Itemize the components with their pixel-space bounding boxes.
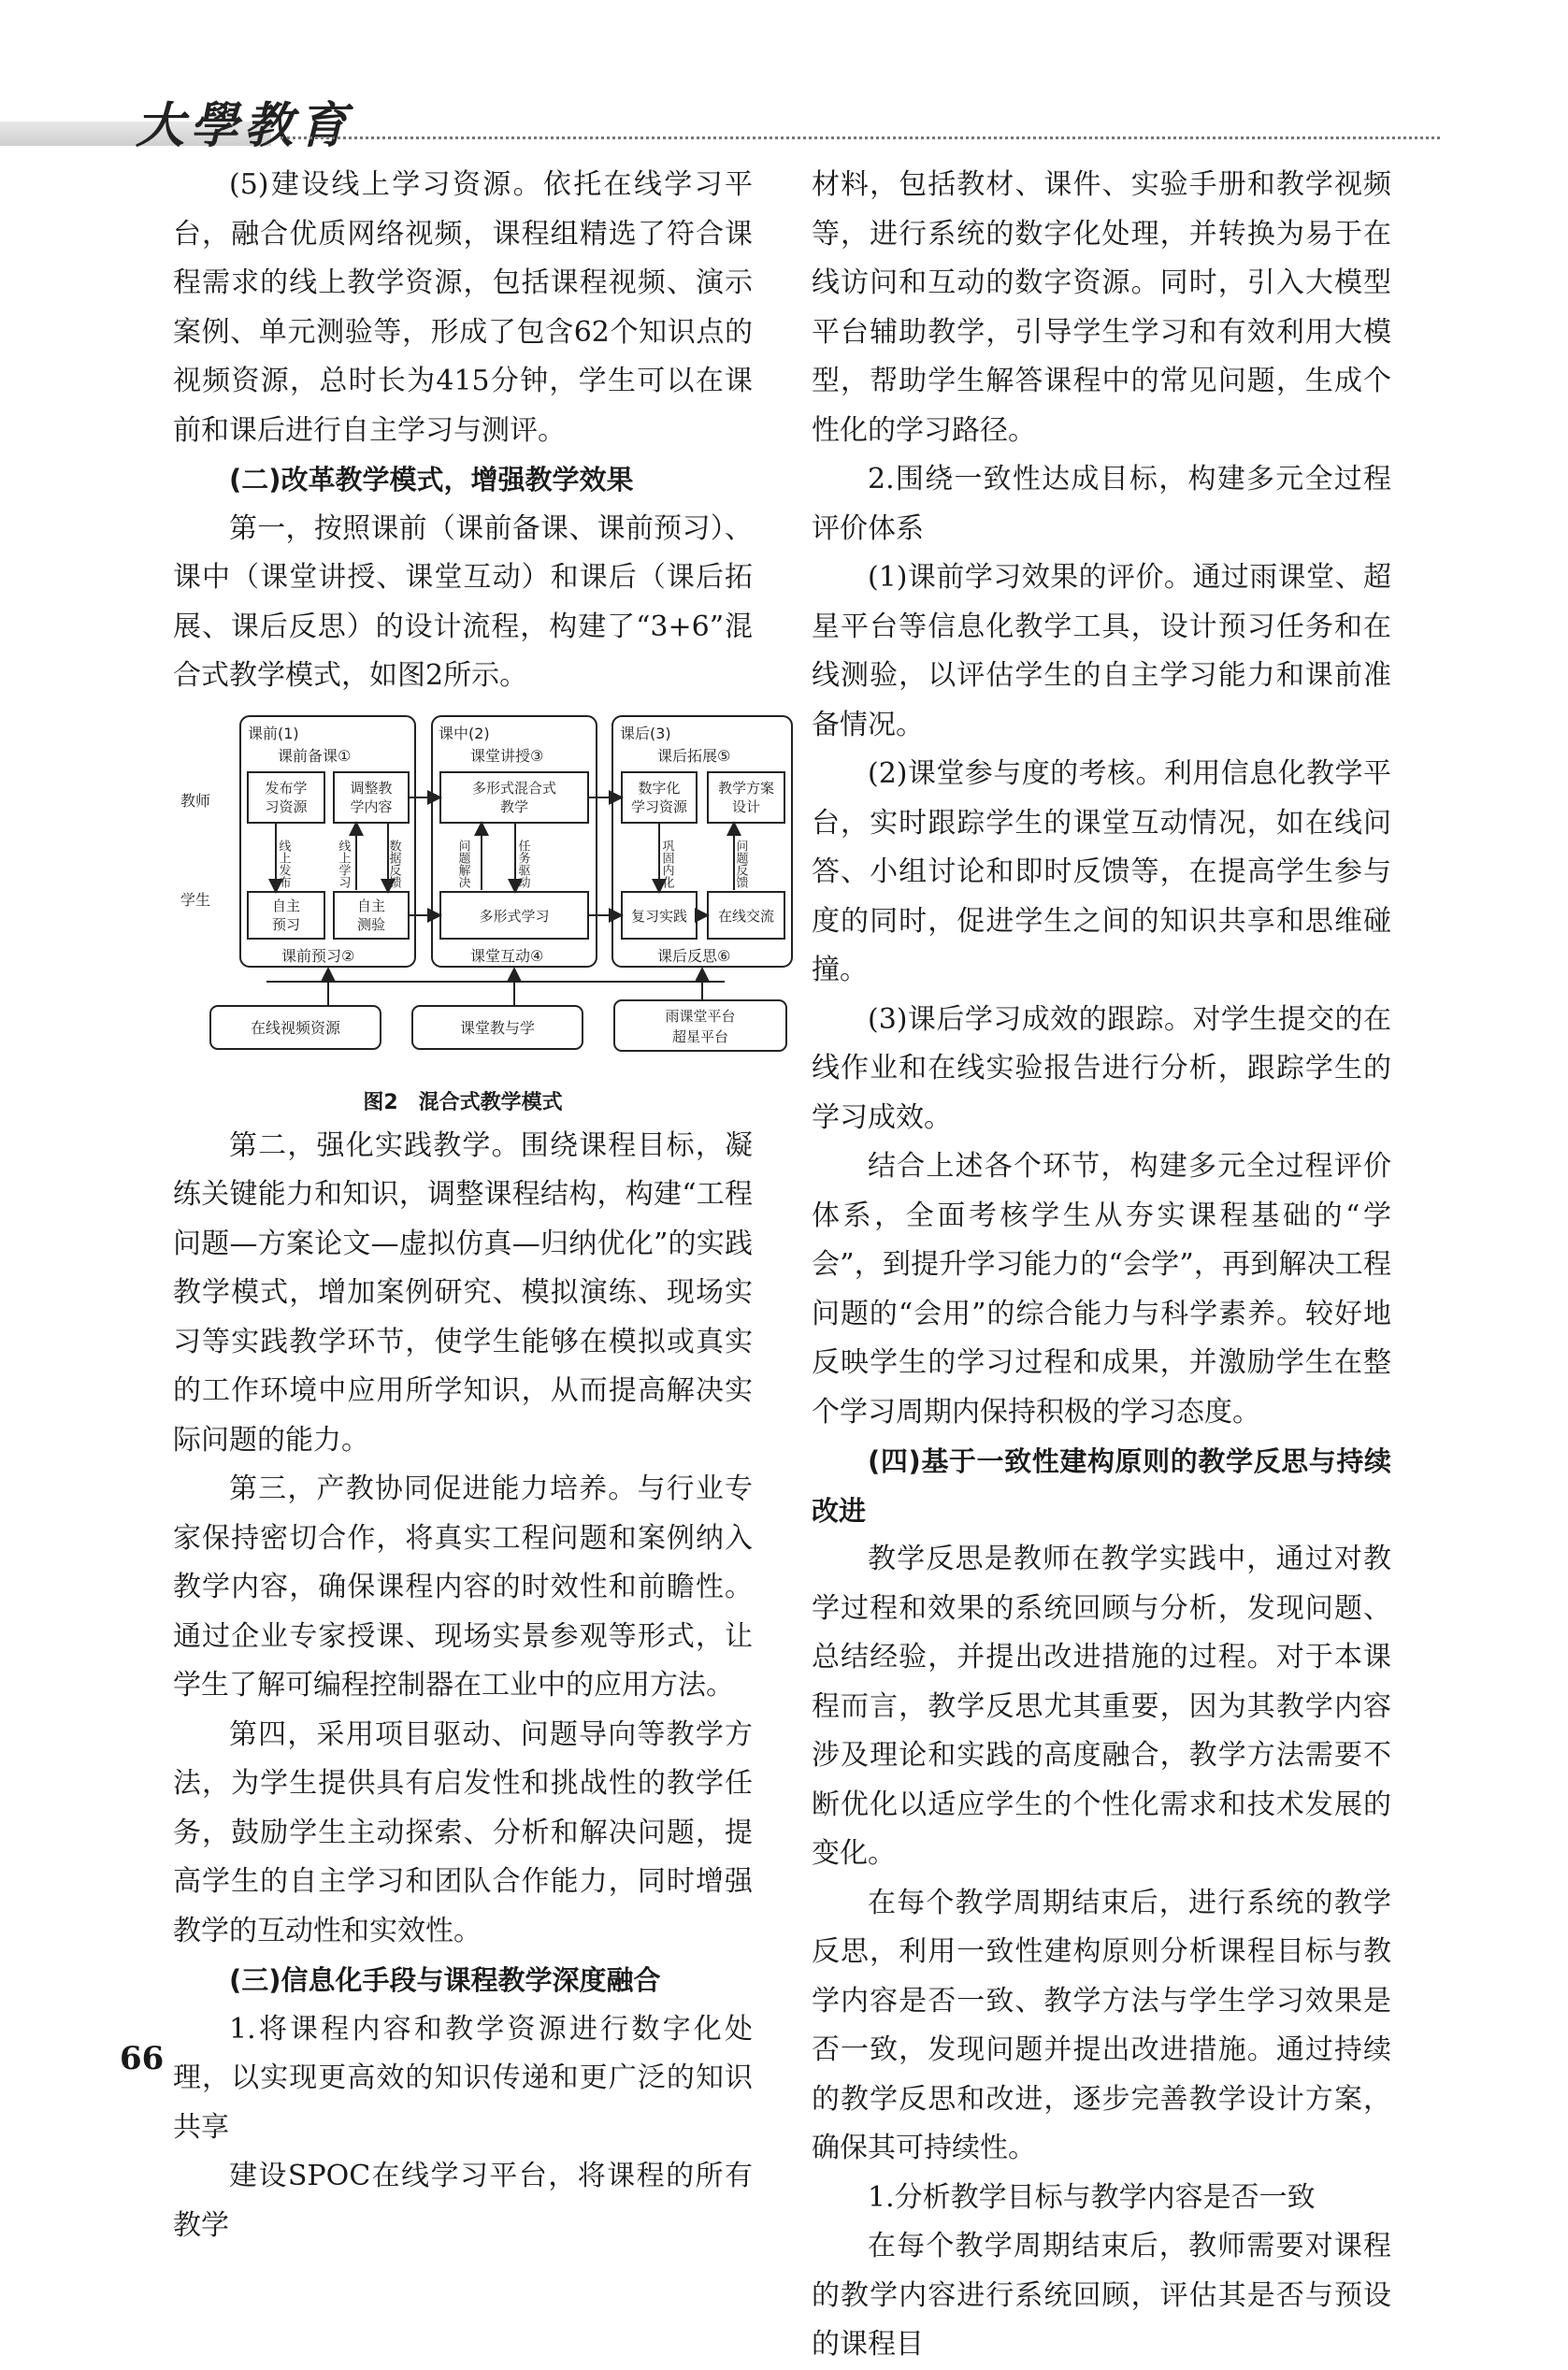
header-rule (281, 136, 1440, 139)
section-heading: (三)信息化手段与课程教学深度融合 (229, 1964, 661, 1996)
left-column (173, 161, 775, 2250)
box-text: 多形式混合式 (471, 779, 557, 797)
right-column (812, 161, 1391, 2370)
box-text: 多形式学习 (479, 907, 550, 925)
platform-label: 超星平台 (671, 1027, 729, 1045)
figure-caption: 图2 混合式教学模式 (363, 1090, 563, 1114)
paragraph: 第二，强化实践教学。围绕课程目标，凝练关键能力和知识，调整课程结构，构建“工程问题—方案论文—虚拟仿真—归纳优化”的实践教学模式，增加案例研究、模拟演练、现场实习等实践教学环节，使学生能够在模拟或真实的工作环境中应用所学知识，从而提高解决实际问题的能力。 (173, 1128, 753, 1457)
stage-top-label-3: 课后拓展⑤ (657, 746, 731, 765)
subheading: 2.围绕一致性达成目标，构建多元全过程评价体系 (812, 463, 1391, 545)
paragraph: 1.将课程内容和教学资源进行数字化处理，以实现更高效的知识传递和更广泛的知识共享 (173, 2012, 753, 2144)
paragraph: 建设SPOC在线学习平台，将课程的所有教学 (173, 2160, 753, 2242)
box-text: 习资源 (265, 797, 308, 815)
stage-bottom-label-1: 课前预习② (281, 946, 355, 965)
arrow-label-data-feedback: 数据反馈 (386, 839, 401, 888)
arrow-label-task-driven: 任务驱动 (515, 839, 530, 888)
box-text: 自主 (271, 897, 301, 914)
paragraph: 在每个教学周期结束后，教师需要对课程的教学内容进行系统回顾，评估其是否与预设的课程目 (812, 2230, 1391, 2361)
box-text: 预习 (271, 915, 301, 933)
paragraph: 教学反思是教师在教学实践中，通过对教学过程和效果的系统回顾与分析，发现问题、总结经验，并提出改进措施的过程。对于本课程而言，教学反思尤其重要，因为其教学内容涉及理论和实践的高度融合，教学方法需要不断优化以适应学生的个性化需求和技术发展的变化。 (812, 1543, 1391, 1870)
paragraph: 第三，产教协同促进能力培养。与行业专家保持密切合作，将真实工程问题和案例纳入教学内容，确保课程内容的时效性和前瞻性。通过企业专家授课、现场实景参观等形式，让学生了解可编程控制器在工业中的应用方法。 (173, 1472, 753, 1702)
paragraph: (5)建设线上学习资源。依托在线学习平台，融合优质网络视频，课程组精选了符合课程需求的线上教学资源，包括课程视频、演示案例、单元测验等，形成了包含62个知识点的视频资源，总时长为415分钟，学生可以在课前和课后进行自主学习与测评。 (173, 168, 753, 447)
platform-label: 在线视频资源 (250, 1018, 341, 1037)
paragraph: 第一，按照课前（课前备课、课前预习）、课中（课堂讲授、课堂互动）和课后（课后拓展、课后反思）的设计流程，构建了“3+6”混合式教学模式，如图2所示。 (173, 511, 753, 692)
paragraph: 在每个教学周期结束后，进行系统的教学反思，利用一致性建构原则分析课程目标与教学内容是否一致、教学方法与学生学习效果是否一致，发现问题并提出改进措施。通过持续的教学反思和改进，逐步完善教学设计方案，确保其可持续性。 (812, 1886, 1391, 2164)
stage-title-3: 课后(3) (620, 724, 671, 742)
arrow-label-problem-solving: 问题解决 (455, 839, 470, 888)
stage-bottom-label-3: 课后反思⑥ (657, 946, 731, 965)
page-number: 66 (120, 2040, 165, 2077)
box-text: 测验 (356, 915, 386, 933)
platform-label: 课堂教与学 (459, 1018, 536, 1037)
paragraph: (3)课后学习成效的跟踪。对学生提交的在线作业和在线实验报告进行分析，跟踪学生的学习成效。 (812, 1002, 1391, 1134)
box-text: 教学 (499, 797, 529, 815)
box-text: 教学方案 (717, 779, 775, 797)
arrow-label-online-publish: 线上发布 (276, 839, 291, 888)
paragraph: 材料，包括教材、课件、实验手册和教学视频等，进行系统的数字化处理，并转换为易于在线访问和互动的数字资源。同时，引入大模型平台辅助教学，引导学生学习和有效利用大模型，帮助学生解答课程中的常见问题，生成个性化的学习路径。 (812, 168, 1391, 447)
paragraph: (1)课前学习效果的评价。通过雨课堂、超星平台等信息化教学工具，设计预习任务和在线测验，以评估学生的自主学习能力和课前准备情况。 (812, 561, 1391, 741)
paragraph: (2)课堂参与度的考核。利用信息化教学平台，实时跟踪学生的课堂互动情况，如在线问答、小组讨论和即时反馈等，在提高学生参与度的同时，促进学生之间的知识共享和思维碰撞。 (812, 757, 1391, 986)
box-text: 学内容 (350, 797, 393, 815)
stage-top-label-1: 课前备课① (278, 746, 352, 765)
box-text: 设计 (731, 797, 761, 815)
stage-title-1: 课前(1) (248, 724, 299, 742)
box-text: 调整教 (350, 779, 393, 797)
box-text: 在线交流 (717, 907, 775, 925)
row-label-teacher: 教师 (180, 791, 211, 810)
stage-bottom-label-2: 课堂互动④ (470, 946, 544, 965)
mode-diagram (173, 712, 775, 1079)
arrow-label-consolidate: 巩固内化 (659, 839, 674, 888)
section-heading: (四)基于一致性建构原则的教学反思与持续改进 (812, 1445, 1391, 1527)
row-label-student: 学生 (180, 890, 211, 909)
section-heading: (二)改革教学模式，增强教学效果 (229, 464, 634, 496)
journal-logo: 大學教育 (136, 97, 353, 154)
platform-label: 雨课堂平台 (665, 1007, 736, 1025)
box-text: 数字化 (638, 779, 681, 797)
box-text: 学习资源 (630, 797, 688, 815)
box-text: 复习实践 (630, 907, 688, 925)
paragraph: 结合上述各个环节，构建多元全过程评价体系，全面考核学生从夯实课程基础的“学会”，到提升学习能力的“会学”，再到解决工程问题的“会用”的综合能力与科学素养。较好地反映学生的学习过程和成果，并激励学生在整个学习周期内保持积极的学习态度。 (812, 1150, 1391, 1429)
box-text: 自主 (356, 897, 386, 914)
arrow-label-online-learning: 线上学习 (336, 839, 351, 888)
arrow-label-problem-feedback: 问题反馈 (733, 839, 748, 888)
subheading: 1.分析教学目标与教学内容是否一致 (868, 2180, 1316, 2214)
figure-2 (173, 712, 775, 1079)
paragraph: 第四，采用项目驱动、问题导向等教学方法，为学生提供具有启发性和挑战性的教学任务，鼓励学生主动探索、分析和解决问题，提高学生的自主学习和团队合作能力，同时增强教学的互动性和实效性。 (173, 1717, 753, 1947)
stage-top-label-2: 课堂讲授③ (470, 746, 544, 765)
box-text: 发布学 (265, 779, 308, 797)
stage-title-2: 课中(2) (439, 724, 490, 742)
